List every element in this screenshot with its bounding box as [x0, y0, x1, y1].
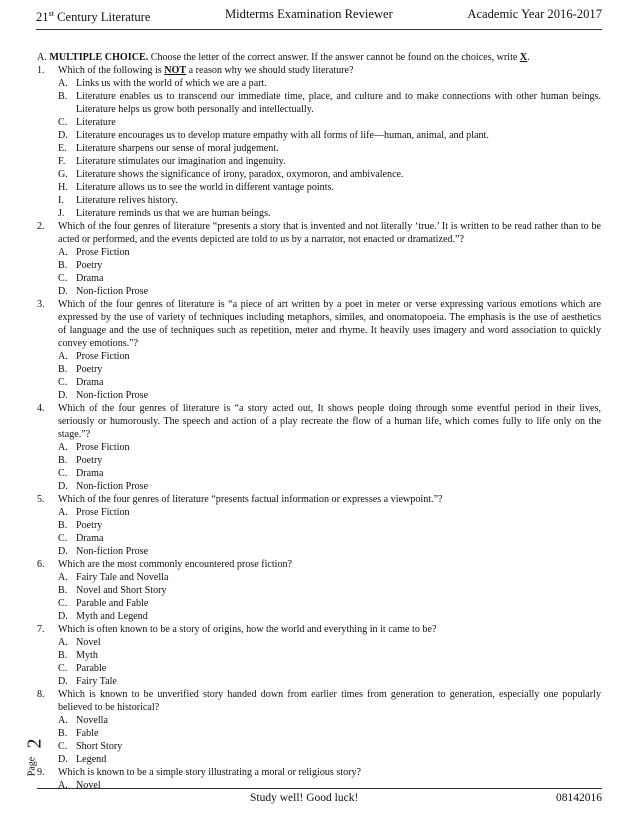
option-letter: D.: [58, 130, 68, 141]
question-text: Which are the most commonly encountered prose fiction?: [58, 559, 293, 570]
option-letter: A.: [58, 247, 68, 258]
option-text: Literature allows us to see the world in different vantage points.: [76, 182, 334, 193]
option-text: Drama: [76, 468, 104, 479]
answer-option: [37, 194, 601, 207]
question-text: Which of the four genres of literature “presents a story that is invented and not literally ‘true.’ It is written to be read rather than to be acted or performed, and the events depicted are told to us by a narrator, not enacted or dramatized.”?: [58, 221, 601, 245]
question-number: 7.: [37, 624, 45, 635]
answer-option: [37, 285, 601, 298]
footer-divider: [37, 788, 602, 789]
option-text: Literature enables us to transcend our immediate time, place, and culture and to make connections with other human beings. Literature helps us grow both personally and intellectually.: [76, 91, 601, 115]
option-letter: I.: [58, 195, 64, 206]
option-text: Non-fiction Prose: [76, 286, 149, 297]
option-letter: B.: [58, 364, 68, 375]
question-text: Which of the four genres of literature is “a story acted out, It shows people doing through some eventful period in their lives, seriously or humorously. The speech and action of a play recreate the flow of a human life, which comes fully to life only on the stage.”?: [58, 403, 601, 440]
answer-option: [37, 662, 601, 675]
answer-option: [37, 584, 601, 597]
answer-option: [37, 506, 601, 519]
answer-option: [37, 90, 601, 116]
answer-option: [37, 649, 601, 662]
option-text: Fairy Tale: [76, 676, 117, 687]
course-title: 21st Century Literature: [36, 9, 151, 25]
option-text: Non-fiction Prose: [76, 546, 149, 557]
question-list: [37, 64, 601, 792]
option-text: Novel: [76, 637, 101, 648]
answer-option: [37, 740, 601, 753]
option-text: Literature: [76, 117, 116, 128]
answer-option: [37, 610, 601, 623]
option-letter: A.: [58, 637, 68, 648]
option-text: Literature encourages us to develop mature empathy with all forms of life—human, animal, and plant.: [76, 130, 489, 141]
option-text: Novel and Short Story: [76, 585, 167, 596]
option-letter: C.: [58, 663, 68, 674]
question-7: [37, 623, 601, 636]
page-number-marker: [23, 738, 47, 786]
option-letter: E.: [58, 143, 67, 154]
answer-option: [37, 597, 601, 610]
option-letter: C.: [58, 377, 68, 388]
answer-option: [37, 636, 601, 649]
question-9: [37, 766, 601, 779]
option-text: Drama: [76, 533, 104, 544]
option-text: Literature sharpens our sense of moral judgement.: [76, 143, 279, 154]
option-letter: A.: [58, 351, 68, 362]
answer-option: [37, 545, 601, 558]
question-text: Which of the following is: [58, 65, 165, 76]
option-letter: A.: [58, 572, 68, 583]
option-letter: C.: [58, 533, 68, 544]
answer-option: [37, 480, 601, 493]
page-label: Page: [26, 756, 38, 777]
option-letter: B.: [58, 585, 68, 596]
option-text: Drama: [76, 273, 104, 284]
option-text: Myth: [76, 650, 98, 661]
option-text: Parable: [76, 663, 107, 674]
answer-option: [37, 155, 601, 168]
option-letter: D.: [58, 611, 68, 622]
question-1: [37, 64, 601, 77]
option-letter: A.: [58, 442, 68, 453]
option-letter: C.: [58, 117, 68, 128]
answer-option: [37, 454, 601, 467]
option-text: Short Story: [76, 741, 123, 752]
question-number: 3.: [37, 299, 45, 310]
question-text: Which is known to be unverified story handed down from earlier times from generation to generation, especially one popularly believed to be historical?: [58, 689, 601, 713]
option-text: Poetry: [76, 260, 103, 271]
option-letter: H.: [58, 182, 68, 193]
question-number: 9.: [37, 767, 45, 778]
answer-option: [37, 532, 601, 545]
question-5: [37, 493, 601, 506]
option-text: Non-fiction Prose: [76, 481, 149, 492]
answer-option: [37, 779, 601, 792]
document-title: Midterms Examination Reviewer: [224, 7, 393, 21]
question-text: Which is known to be a simple story illustrating a moral or religious story?: [58, 767, 362, 778]
answer-option: [37, 129, 601, 142]
option-text: Legend: [76, 754, 107, 765]
question-number: 4.: [37, 403, 45, 414]
answer-option: [37, 675, 601, 688]
answer-option: [37, 753, 601, 766]
option-text: Prose Fiction: [76, 507, 130, 518]
footer-message: Study well! Good luck!: [250, 792, 359, 804]
option-text: Novella: [76, 715, 108, 726]
option-letter: A.: [58, 507, 68, 518]
option-text: Prose Fiction: [76, 442, 130, 453]
option-letter: C.: [58, 468, 68, 479]
answer-option: [37, 363, 601, 376]
option-text: Novel: [76, 780, 101, 791]
answer-option: [37, 389, 601, 402]
answer-option: [37, 727, 601, 740]
option-letter: B.: [58, 455, 68, 466]
option-text: Non-fiction Prose: [76, 390, 149, 401]
question-text: Which of the four genres of literature is “a piece of art written by a poet in meter or verse expressing various emotions which are expressed by the use of variety of techniques including metaphors, similes, and onomatopoeia. The emphasis is the use of aesthetics of language and the use of techniques such as repetition, meter and rhyme. It heavily uses imagery and word association to quickly convey emotions.”?: [58, 299, 601, 349]
question-text: a reason why we should study literature?: [186, 65, 354, 76]
option-text: Literature stimulates our imagination and ingenuity.: [76, 156, 286, 167]
option-text: Fable: [76, 728, 99, 739]
answer-option: [37, 519, 601, 532]
option-letter: C.: [58, 598, 68, 609]
option-letter: C.: [58, 741, 68, 752]
option-letter: D.: [58, 754, 68, 765]
option-text: Prose Fiction: [76, 247, 130, 258]
option-letter: D.: [58, 390, 68, 401]
option-text: Poetry: [76, 364, 103, 375]
instructions: A. MULTIPLE CHOICE. Choose the letter of the correct answer. If the answer cannot be found on the choices, write X.: [37, 52, 530, 63]
option-letter: A.: [58, 78, 68, 89]
option-letter: D.: [58, 286, 68, 297]
option-text: Prose Fiction: [76, 351, 130, 362]
question-text: Which of the four genres of literature “presents factual information or expresses a viewpoint.”?: [58, 494, 443, 505]
answer-option: [37, 350, 601, 363]
option-text: Poetry: [76, 455, 103, 466]
answer-option: [37, 441, 601, 454]
option-text: Parable and Fable: [76, 598, 149, 609]
question-8: [37, 688, 601, 714]
option-text: Poetry: [76, 520, 103, 531]
question-number: 8.: [37, 689, 45, 700]
option-letter: B.: [58, 260, 68, 271]
academic-year: Academic Year 2016-2017: [467, 7, 602, 21]
exam-content: [37, 51, 601, 792]
answer-option: [37, 181, 601, 194]
option-letter: B.: [58, 520, 68, 531]
question-text: Which is often known to be a story of origins, how the world and everything in it came to be?: [58, 624, 437, 635]
answer-option: [37, 77, 601, 90]
option-letter: D.: [58, 546, 68, 557]
option-letter: A.: [58, 715, 68, 726]
option-letter: D.: [58, 481, 68, 492]
option-text: Drama: [76, 377, 104, 388]
option-text: Myth and Legend: [76, 611, 148, 622]
option-letter: G.: [58, 169, 68, 180]
page-header: [36, 5, 602, 30]
question-number: 1.: [37, 65, 45, 76]
option-letter: A.: [58, 780, 68, 791]
answer-option: [37, 376, 601, 389]
option-text: Literature shows the significance of irony, paradox, oxymoron, and ambivalence.: [76, 169, 404, 180]
option-letter: C.: [58, 273, 68, 284]
answer-option: [37, 272, 601, 285]
answer-option: [37, 571, 601, 584]
question-6: [37, 558, 601, 571]
option-text: Literature reminds us that we are human beings.: [76, 208, 271, 219]
answer-option: [37, 207, 601, 220]
answer-option: [37, 168, 601, 181]
option-letter: J.: [58, 208, 65, 219]
answer-option: [37, 259, 601, 272]
answer-option: [37, 116, 601, 129]
answer-option: [37, 246, 601, 259]
option-text: Literature relives history.: [76, 195, 178, 206]
question-2: [37, 220, 601, 246]
option-letter: B.: [58, 728, 68, 739]
option-text: Fairy Tale and Novella: [76, 572, 169, 583]
option-letter: F.: [58, 156, 66, 167]
question-number: 5.: [37, 494, 45, 505]
answer-option: [37, 467, 601, 480]
question-3: [37, 298, 601, 350]
page-number: 2: [23, 738, 46, 749]
question-4: [37, 402, 601, 441]
question-number: 2.: [37, 221, 45, 232]
option-letter: D.: [58, 676, 68, 687]
question-number: 6.: [37, 559, 45, 570]
answer-option: [37, 142, 601, 155]
option-letter: B.: [58, 91, 68, 102]
question-emphasis: NOT: [164, 65, 187, 76]
option-letter: B.: [58, 650, 68, 661]
option-text: Links us with the world of which we are a part.: [76, 78, 267, 89]
answer-option: [37, 714, 601, 727]
footer-code: 08142016: [556, 792, 602, 804]
